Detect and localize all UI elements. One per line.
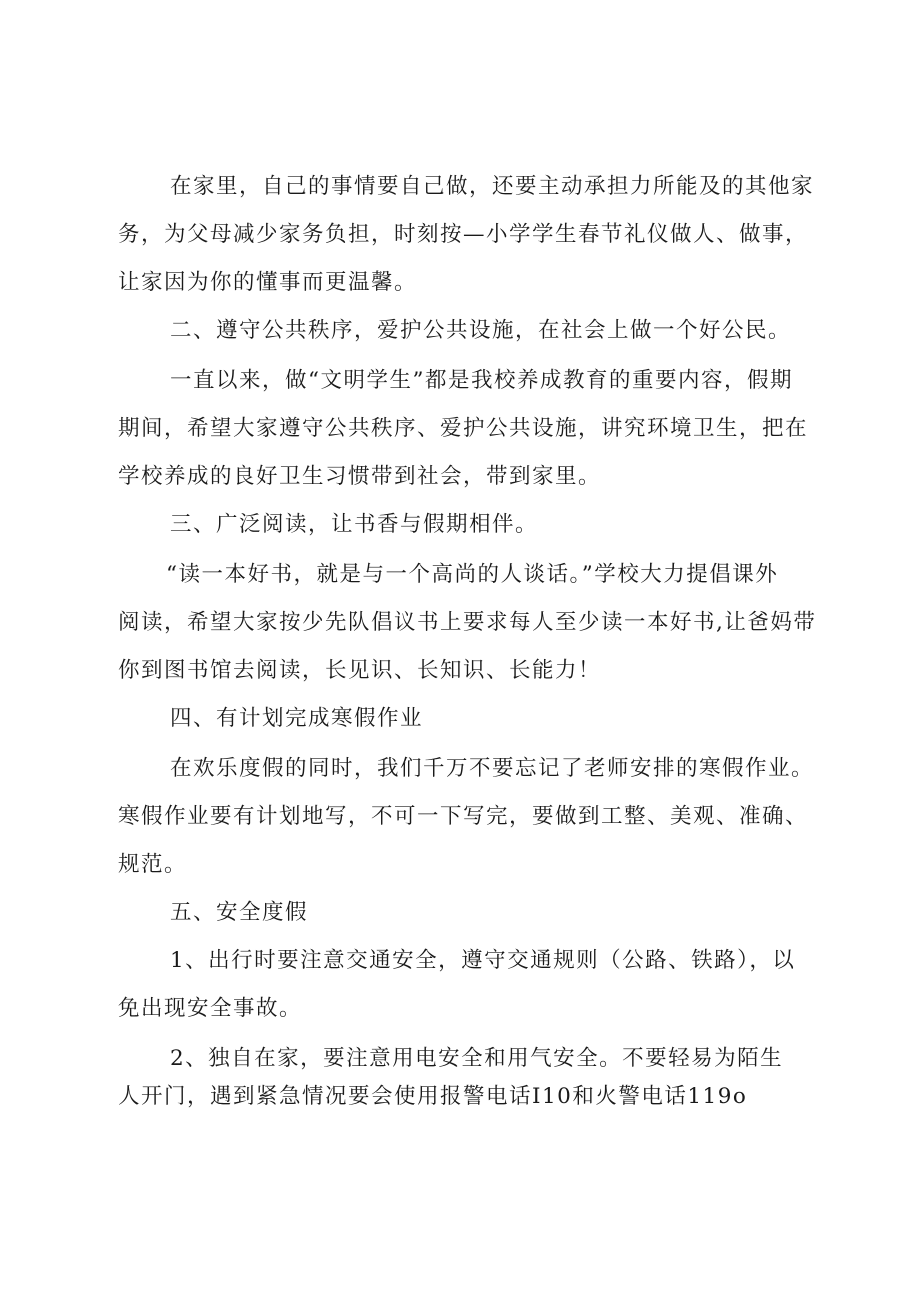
text-line: 2、独自在家，要注意用电安全和用气安全。不要轻易为陌生: [170, 1046, 784, 1071]
text-line: 1、出行时要注意交通安全，遵守交通规则（公路、铁路），以: [170, 948, 796, 973]
text-line: 务，为父母减少家务负担，时刻按—小学学生春节礼仪做人、做事，: [118, 222, 809, 247]
text-line: 在欢乐度假的同时，我们千万不要忘记了老师安排的寒假作业。: [170, 756, 815, 781]
section-heading: 三、广泛阅读，让书香与假期相伴。: [170, 512, 539, 537]
text-line: 在家里，自己的事情要自己做，还要主动承担力所能及的其他家: [170, 174, 815, 199]
text-line: 你到图书馆去阅读，长见识、长知识、长能力！: [118, 658, 602, 683]
text-line: “读一本好书，就是与一个高尚的人谈话。”学校大力提倡课外: [166, 562, 779, 587]
section-heading: 四、有计划完成寒假作业: [170, 706, 424, 731]
text-line: 让家因为你的懂事而更温馨。: [118, 270, 418, 295]
section-heading: 二、遵守公共秩序，爱护公共设施，在社会上做一个好公民。: [170, 318, 792, 343]
section-heading: 五、安全度假: [170, 900, 309, 925]
text-line: 一直以来，做“文明学生”都是我校养成教育的重要内容，假期: [170, 368, 793, 393]
text-line: 期间，希望大家遵守公共秩序、爱护公共设施，讲究环境卫生，把在: [118, 416, 809, 441]
text-line: 人开门，遇到紧急情况要会使用报警电话I10和火警电话119o: [118, 1084, 748, 1109]
text-line: 规范。: [118, 852, 188, 877]
text-line: 免出现安全事故。: [118, 996, 303, 1021]
text-line: 学校养成的良好卫生习惯带到社会，带到家里。: [118, 464, 602, 489]
text-line: 阅读，希望大家按少先队倡议书上要求每人至少读一本好书,让爸妈带: [118, 610, 817, 635]
text-line: 寒假作业要有计划地写，不可一下写完，要做到工整、美观、准确、: [118, 804, 809, 829]
